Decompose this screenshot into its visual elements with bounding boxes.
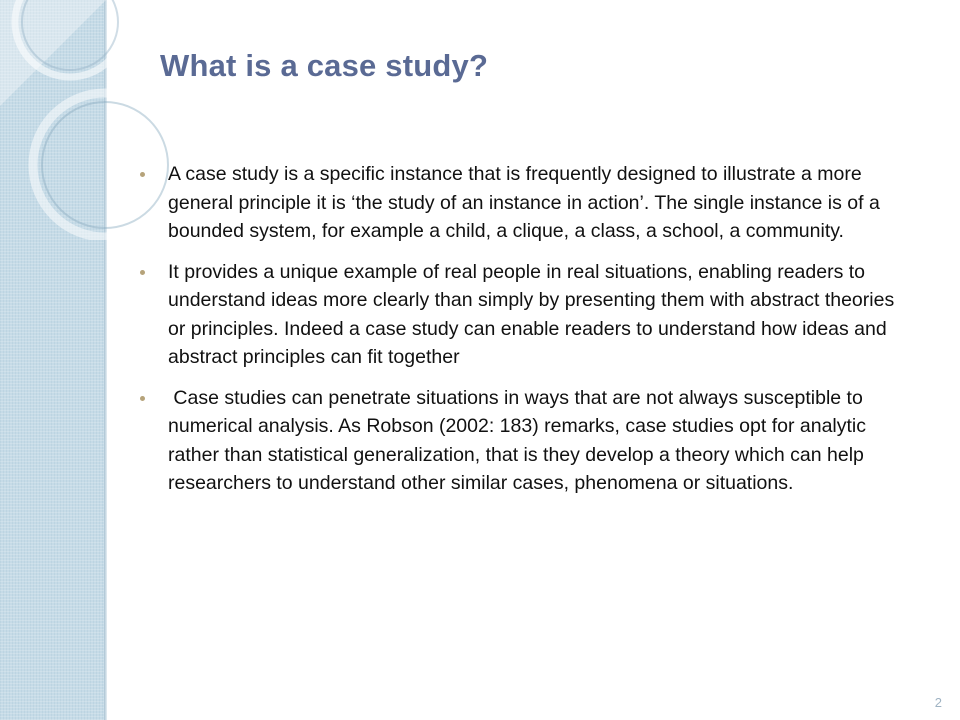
- bullet-item: [140, 258, 900, 372]
- slide-title: What is a case study?: [160, 48, 489, 83]
- bullet-dot-icon: [140, 270, 145, 275]
- bullet-text: Case studies can penetrate situations in ways that are not always susceptible to numerical analysis. As Robson (2002: 183) remarks, case studies opt for analytic rather than statistical generalization, that is they develop a theory which can help researchers to understand other similar cases, phenomena or situations.: [168, 386, 872, 494]
- bullet-dot-icon: [140, 396, 145, 401]
- bullet-dot-icon: [140, 172, 145, 177]
- page-number: 2: [934, 695, 942, 710]
- bullet-list: [140, 160, 900, 510]
- bullet-text: A case study is a specific instance that is frequently designed to illustrate a more general principle it is ‘the study of an instance in action’. The single instance is of a bounded system, for example a child, a clique, a class, a school, a community.: [168, 163, 880, 242]
- bullet-text: It provides a unique example of real people in real situations, enabling readers to understand ideas more clearly than simply by presenting them with abstract theories or principles. Indeed a case study can enable readers to understand how ideas and abstract principles can fit together: [168, 260, 895, 368]
- bullet-item: [140, 160, 900, 246]
- bullet-item: [140, 384, 900, 498]
